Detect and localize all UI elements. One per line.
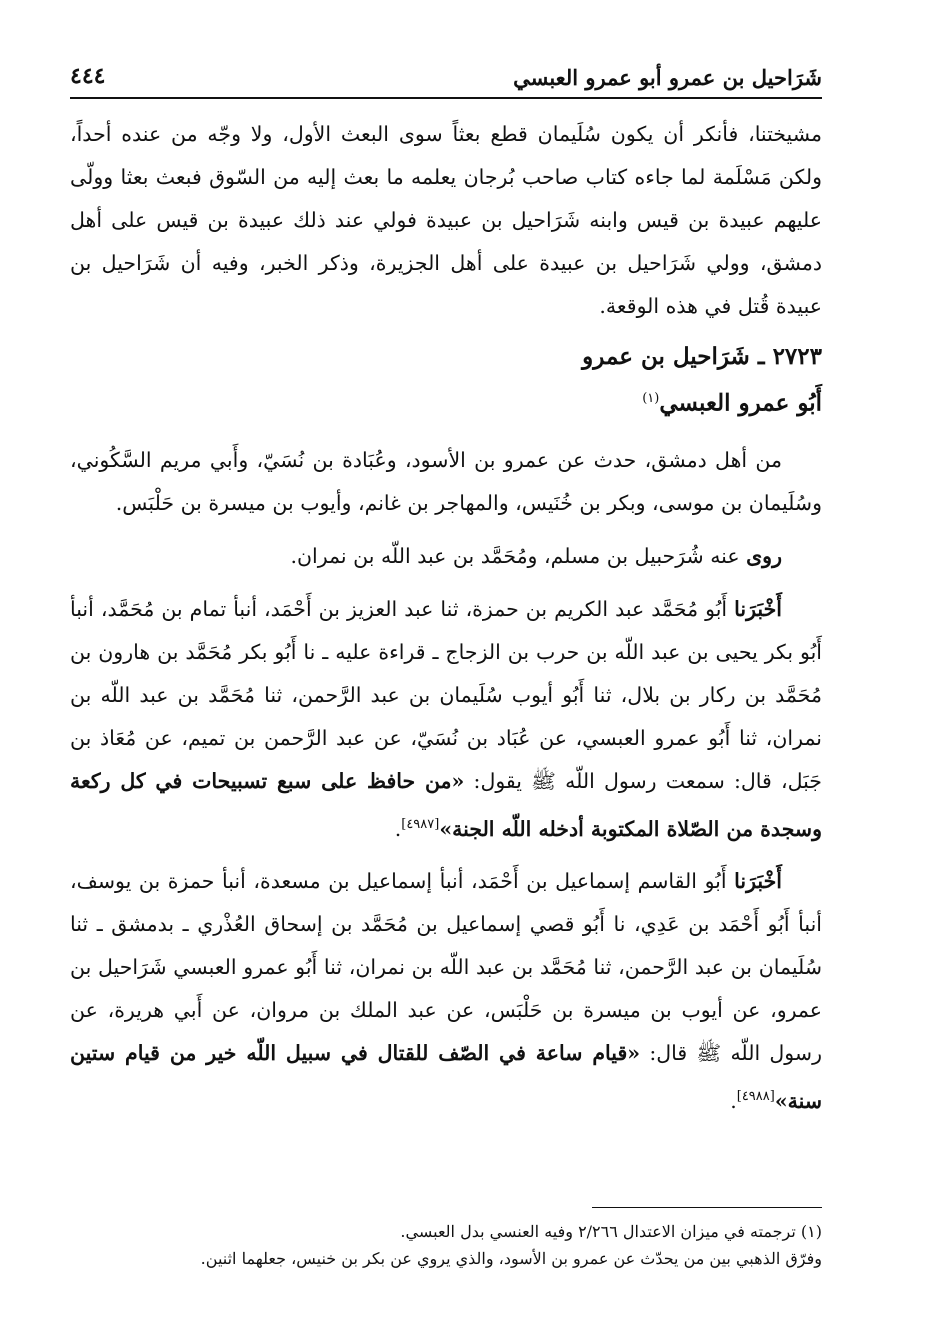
narrators-lead-word: روى — [746, 543, 782, 568]
page-number: ٤٤٤ — [70, 63, 106, 89]
entry-title: ٢٧٢٣ ـ شَرَاحيل بن عمرو — [582, 343, 822, 370]
footnote-1: (١) ترجمته في ميزان الاعتدال ٢/٢٦٦ وفيه العنسي بدل العبسي. — [400, 1222, 822, 1241]
entry-heading — [70, 336, 822, 425]
intro-paragraph: مشيختنا، فأنكر أن يكون سُلَيمان قطع بعثاً سوى البعث الأول، ولا وجّه من عنده أحداً، ولكن مَسْلَمة لما جاءه كتاب صاحب بُرجان يعلمه ما بعث إليه من السّوق فبعث بعثا وولّى عليهم عبيدة بن قيس وابنه شَرَاحيل بن عبيدة فولي عند ذلك عبيدة بن قيس على أهل دمشق، وولي شَرَاحيل بن عبيدة على أهل الجزيرة، وذكر الخبر، وفيه أن شَرَاحيل بن عبيدة قُتل في هذه الوقعة. — [70, 122, 822, 318]
main-text — [70, 113, 822, 1123]
hadith-paragraph-1: أَخْبَرَنا أَبُو مُحَمَّد عبد الكريم بن حمزة، ثنا عبد العزيز بن أَحْمَد، أنبأ تمام بن مُحَمَّد، أنبأ أَبُو بكر يحيى بن عبد اللّه بن حرب بن الزجاج ـ قراءة عليه ـ نا أَبُو بكر مُحَمَّد بن هارون بن مُحَمَّد بن ركار بن بلال، ثنا أَبُو أيوب سُلَيمان بن عبد الرَّحمن، ثنا مُحَمَّد بن عبد اللّه بن نمران، ثنا أَبُو عمرو العبسي، عن عُبَاد بن نُسَيّ، عن عبد الرَّحمن بن تميم، عن مُعَاذ بن جَبَل، قال: سمعت رسول اللّه ﷺ يقول: «من حافظ على سبع تسبيحات في كل ركعة وسجدة من الصّلاة المكتوبة أدخله اللّه الجنة»[٤٩٨٧]. — [70, 596, 822, 841]
running-header — [70, 55, 822, 99]
hadith-1-lead-word: أَخْبَرَنا — [734, 596, 782, 621]
hadith-2-isnad: أَبُو القاسم إسماعيل بن أَحْمَد، أنبأ إسماعيل بن مسعدة، أنبأ حمزة بن يوسف، أنبأ أَبُو أَحْمَد بن عَدِي، نا أَبُو قصي إسماعيل بن مُحَمَّد بن إسحاق العُذْري ـ بدمشق ـ ثنا سُلَيمان بن عبد الرَّحمن، ثنا مُحَمَّد بن عبد اللّه بن نمران، ثنا أَبُو عمرو العبسي شَرَاحيل بن عمرو، عن أيوب بن ميسرة بن حَلْبَس، عن عبد الملك بن مروان، عن أَبي هريرة، عن رسول اللّه ﷺ قال: — [70, 869, 822, 1066]
hadith-1-number: [٤٩٨٧] — [401, 816, 440, 832]
hadith-1-matn: «من حافظ على سبع تسبيحات في كل ركعة وسجدة من الصّلاة المكتوبة أدخله اللّه الجنة» — [70, 768, 822, 841]
hadith-paragraph-2: أَخْبَرَنا أَبُو القاسم إسماعيل بن أَحْمَد، أنبأ إسماعيل بن مسعدة، أنبأ حمزة بن يوسف، أنبأ أَبُو أَحْمَد بن عَدِي، نا أَبُو قصي إسماعيل بن مُحَمَّد بن إسحاق العُذْري ـ بدمشق ـ ثنا سُلَيمان بن عبد الرَّحمن، ثنا مُحَمَّد بن عبد اللّه بن نمران، ثنا أَبُو عمرو العبسي شَرَاحيل بن عمرو، عن أيوب بن ميسرة بن حَلْبَس، عن عبد الملك بن مروان، عن أَبي هريرة، عن رسول اللّه ﷺ قال: «قيام ساعة في الصّف للقتال في سبيل اللّه خير من قيام ستين سنة»[٤٩٨٨]. — [70, 869, 822, 1114]
footnotes — [70, 1207, 822, 1272]
hadith-1-isnad: أَبُو مُحَمَّد عبد الكريم بن حمزة، ثنا عبد العزيز بن أَحْمَد، أنبأ تمام بن مُحَمَّد، أنبأ أَبُو بكر يحيى بن عبد اللّه بن حرب بن الزجاج ـ قراءة عليه ـ نا أَبُو بكر مُحَمَّد بن هارون بن مُحَمَّد بن ركار بن بلال، ثنا أَبُو أيوب سُلَيمان بن عبد الرَّحمن، ثنا مُحَمَّد بن عبد اللّه بن نمران، ثنا أَبُو عمرو العبسي، عن عُبَاد بن نُسَيّ، عن عبد الرَّحمن بن تميم، عن مُعَاذ بن جَبَل، قال: سمعت رسول اللّه ﷺ يقول: — [70, 596, 822, 793]
narrators-paragraph — [70, 535, 822, 578]
narrators-text: عنه شُرَحبيل بن مسلم، ومُحَمَّد بن عبد اللّه بن نمران. — [290, 543, 740, 568]
origin-paragraph: من أهل دمشق، حدث عن عمرو بن الأسود، وعُبَادة بن نُسَيّ، وأَبي مريم السَّكُوني، وسُلَيمان بن موسى، وبكر بن خُنَيس، والمهاجر بن غانم، وأيوب بن ميسرة بن حَلْبَس. — [70, 447, 822, 515]
footnote-1-continuation: وفرّق الذهبي بين من يحدّث عن عمرو بن الأسود، والذي يروي عن بكر بن خنيس، جعلهما اثنين. — [200, 1249, 822, 1268]
entry-kunya: أَبُو عمرو العبسي — [659, 389, 822, 417]
running-title: شَرَاحيل بن عمرو أبو عمرو العبسي — [513, 65, 822, 90]
entry-kunya-line — [70, 378, 822, 425]
hadith-2-matn: «قيام ساعة في الصّف للقتال في سبيل اللّه خير من قيام ستين سنة» — [70, 1041, 822, 1114]
hadith-2-lead-word: أَخْبَرَنا — [734, 869, 782, 894]
hadith-2-number: [٤٩٨٨] — [736, 1089, 775, 1105]
book-page — [70, 55, 822, 1295]
footnote-divider — [592, 1207, 822, 1208]
footnote-reference: (١) — [642, 391, 660, 406]
